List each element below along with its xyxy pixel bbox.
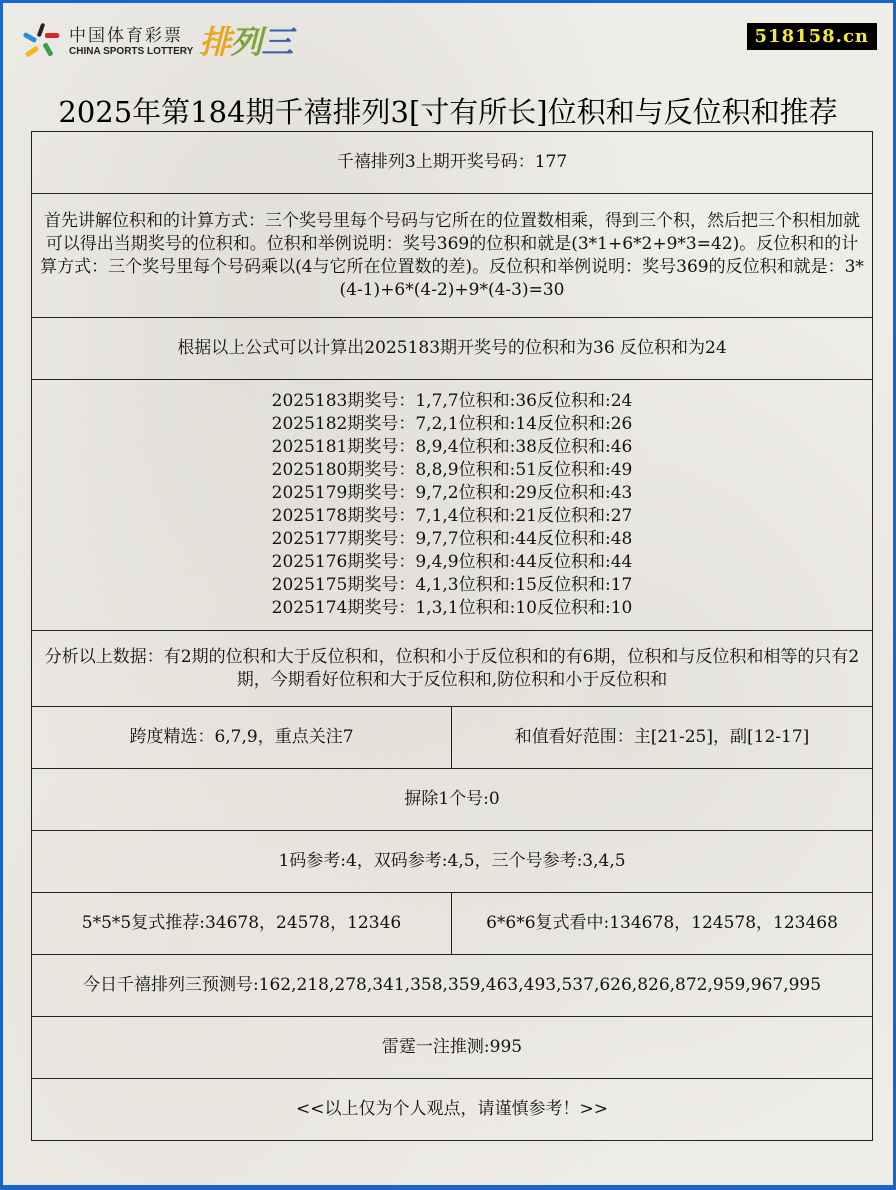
logo-en-text: CHINA SPORTS LOTTERY [69, 46, 194, 57]
combo-666-cell: 6*6*6复式看中:134678，124578，123468 [452, 893, 873, 955]
recommendation-table [31, 131, 873, 1141]
history-row: 2025182期奖号：7,2,1位积和:14反位积和:26 [271, 414, 633, 434]
page-title: 2025年第184期千禧排列3[寸有所长]位积和与反位积和推荐 [58, 95, 838, 130]
logo-cn-text: 中国体育彩票 [69, 26, 183, 46]
site-badge[interactable]: 518158.cn [747, 23, 877, 50]
history-row: 2025174期奖号：1,3,1位积和:10反位积和:10 [271, 598, 633, 618]
history-row: 2025181期奖号：8,9,4位积和:38反位积和:46 [271, 437, 633, 457]
last-draw-cell: 千禧排列3上期开奖号码：177 [32, 132, 873, 194]
history-row: 2025180期奖号：8,8,9位积和:51反位积和:49 [271, 460, 633, 480]
page-frame [3, 3, 893, 1185]
pailie3-logo-text: 排列三 [199, 23, 293, 61]
single-pick-cell: 雷霆一注推测:995 [32, 1017, 873, 1079]
combo-555-cell: 5*5*5复式推荐:34678，24578，12346 [32, 893, 452, 955]
history-row: 2025178期奖号：7,1,4位积和:21反位积和:27 [271, 506, 633, 526]
explanation-cell: 首先讲解位积和的计算方式：三个奖号里每个号码与它所在的位置数相乘，得到三个积，然后把三个积相加就可以得出当期奖号的位积和。位积和举例说明：奖号369的位积和就是(3*1+6*2+9*3=42)。反位积和的计算方式：三个奖号里每个号码乘以(4与它所在位置数的差)。反位积和举例说明：奖号369的反位积和就是：3*(4-1)+6*(4-2)+9*(4-3)=30 [32, 194, 873, 318]
lottery-star-icon [21, 21, 63, 63]
sum-range-cell: 和值看好范围：主[21-25]，副[12-17] [452, 707, 873, 769]
china-sports-lottery-logo [21, 21, 292, 63]
exclude-cell: 摒除1个号:0 [32, 769, 873, 831]
references-cell: 1码参考:4，双码参考:4,5，三个号参考:3,4,5 [32, 831, 873, 893]
history-cell [32, 380, 873, 631]
history-row: 2025179期奖号：9,7,2位积和:29反位积和:43 [271, 483, 633, 503]
span-pick-cell: 跨度精选：6,7,9，重点关注7 [32, 707, 452, 769]
calc-result-cell: 根据以上公式可以计算出2025183期开奖号的位积和为36 反位积和为24 [32, 318, 873, 380]
history-row: 2025175期奖号：4,1,3位积和:15反位积和:17 [271, 575, 633, 595]
history-row: 2025176期奖号：9,4,9位积和:44反位积和:44 [271, 552, 633, 572]
history-row: 2025183期奖号：1,7,7位积和:36反位积和:24 [271, 391, 633, 411]
predictions-cell: 今日千禧排列三预测号:162,218,278,341,358,359,463,493,537,626,826,872,959,967,995 [32, 955, 873, 1017]
analysis-cell: 分析以上数据：有2期的位积和大于反位积和，位积和小于反位积和的有6期，位积和与反位积和相等的只有2期，今期看好位积和大于反位积和,防位积和小于反位积和 [32, 631, 873, 707]
history-row: 2025177期奖号：9,7,7位积和:44反位积和:48 [271, 529, 633, 549]
disclaimer-cell: <<以上仅为个人观点，请谨慎参考！>> [32, 1079, 873, 1141]
